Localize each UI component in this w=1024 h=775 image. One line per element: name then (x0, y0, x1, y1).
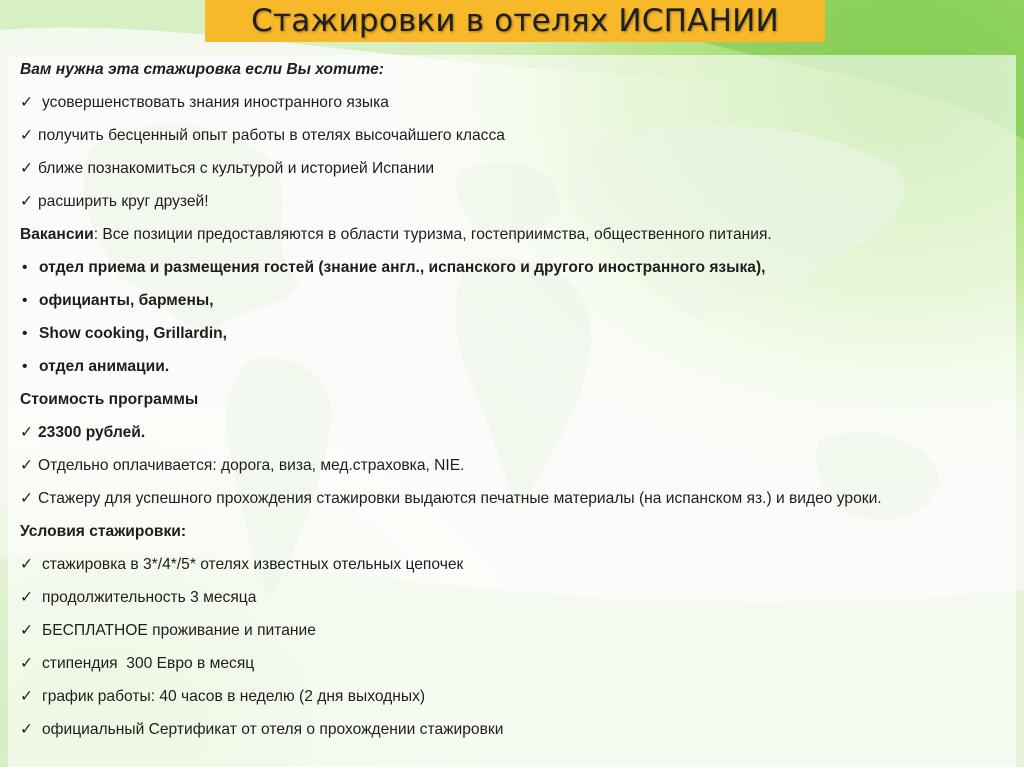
condition-item (20, 654, 1010, 673)
condition-text: БЕСПЛАТНОЕ проживание и питание (42, 622, 316, 639)
check-icon: ✓ (20, 688, 34, 705)
condition-text: график работы: 40 часов в неделю (2 дня выходных) (42, 688, 426, 705)
vacancy-text: Show cooking, Grillardin, (39, 325, 228, 342)
vacancies-line (20, 225, 1010, 244)
vacancies-label: Вакансии (20, 226, 94, 243)
vacancy-text: отдел приема и размещения гостей (знание англ., испанского и другого иностранного языка), (39, 259, 766, 276)
cost-materials: Стажеру для успешного прохождения стажировки выдаются печатные материалы (на испанском яз.) и видео уроки. (38, 490, 882, 507)
condition-text: стажировка в 3*/4*/5* отелях известных отельных цепочек (42, 556, 464, 573)
bullet-dot-icon: • (22, 325, 28, 342)
want-item (20, 126, 1010, 145)
condition-item (20, 720, 1010, 739)
cost-item (20, 456, 1010, 475)
slide-content (20, 60, 1010, 753)
cost-price: 23300 рублей. (38, 424, 146, 441)
want-item (20, 93, 1010, 112)
want-text: ближе познакомиться с культурой и историей Испании (38, 160, 435, 177)
title-banner (205, 0, 825, 42)
cost-heading: Стоимость программы (20, 391, 199, 408)
check-icon: ✓ (20, 457, 34, 474)
vacancy-text: отдел анимации. (39, 358, 170, 375)
check-icon: ✓ (20, 622, 34, 639)
check-icon: ✓ (20, 589, 34, 606)
check-icon: ✓ (20, 94, 34, 111)
cost-item (20, 423, 1010, 442)
vacancy-text: официанты, бармены, (39, 292, 214, 309)
condition-text: продолжительность 3 месяца (42, 589, 257, 606)
conditions-heading: Условия стажировки: (20, 523, 187, 540)
conditions-heading-line (20, 522, 1010, 541)
want-text: усовершенствовать знания иностранного языка (42, 94, 389, 111)
check-icon: ✓ (20, 424, 34, 441)
want-item (20, 192, 1010, 211)
want-item (20, 159, 1010, 178)
vacancy-item (20, 357, 1010, 376)
check-icon: ✓ (20, 556, 34, 573)
cost-extra: Отдельно оплачивается: дорога, виза, мед.страховка, NIE. (38, 457, 465, 474)
bullet-dot-icon: • (22, 358, 28, 375)
bullet-dot-icon: • (22, 259, 28, 276)
intro-line (20, 60, 1010, 79)
intro-text: Вам нужна эта стажировка если Вы хотите: (20, 61, 384, 78)
condition-item (20, 621, 1010, 640)
check-icon: ✓ (20, 160, 34, 177)
slide-title: Стажировки в отелях ИСПАНИИ (251, 3, 779, 39)
check-icon: ✓ (20, 490, 34, 507)
cost-heading-line (20, 390, 1010, 409)
check-icon: ✓ (20, 721, 34, 738)
want-text: получить бесценный опыт работы в отелях высочайшего класса (38, 127, 505, 144)
cost-item (20, 489, 980, 508)
vacancies-text: : Все позиции предоставляются в области туризма, гостеприимства, общественного питания. (93, 226, 772, 243)
condition-text: официальный Сертификат от отеля о прохождении стажировки (42, 721, 504, 738)
check-icon: ✓ (20, 655, 34, 672)
condition-item (20, 555, 1010, 574)
vacancy-item (20, 291, 1010, 310)
vacancy-item (20, 324, 1010, 343)
bullet-dot-icon: • (22, 292, 28, 309)
condition-item (20, 588, 1010, 607)
condition-item (20, 687, 1010, 706)
check-icon: ✓ (20, 193, 34, 210)
condition-text: стипендия 300 Евро в месяц (42, 655, 255, 672)
check-icon: ✓ (20, 127, 34, 144)
want-text: расширить круг друзей! (38, 193, 209, 210)
vacancy-item (20, 258, 1010, 277)
